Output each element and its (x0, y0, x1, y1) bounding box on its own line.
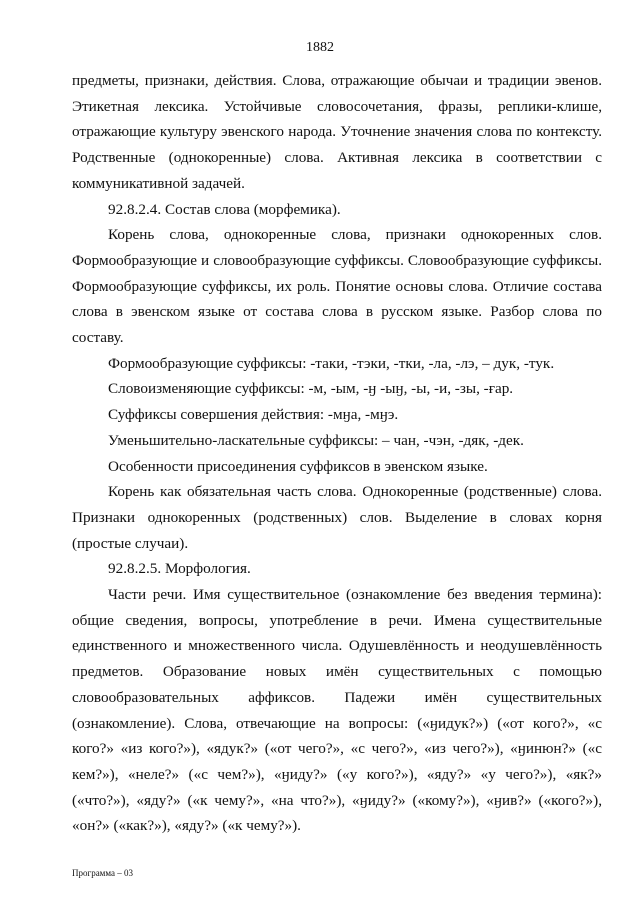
paragraph-form-suffixes: Формообразующие суффиксы: -таки, -тэки, -тки, -ла, -лэ, – дук, -тук. (108, 354, 555, 372)
body-text (72, 68, 602, 839)
paragraph-diminutive-suffixes: Уменьшительно-ласкательные суффиксы: – чан, -чэн, -дяк, -дек. (108, 431, 524, 449)
page-footer: Программа – 03 (72, 868, 134, 878)
paragraph-parts-of-speech: Части речи. Имя существительное (ознакомление без введения термина): общие сведения, вопросы, употребление в речи. Имена существительные единственного и множественного числа. Одушевлённость и неодушевлённость предметов. Образование новых имён существительных с помощью словообразовательных аффиксов. Падежи имён существительных (ознакомление). Слова, отвечающие на вопросы: («ӈидук?») («от кого?», «с кого?» «из кого?»), «ядук?» («от чего?», «с чего?», «из чего?»), «ӈинюн?» («с кем?»), «неле?» («с чем?»), «ӈиду?» («у кого?»), «яду?» «у чего?»), «як?» («что?»), «яду?» («к чему?», «на что?»), «ӈиду?» («кому?»), «ӈив?» («кого?»), «он?» («как?»), «яду?» («к чему?»). (72, 586, 602, 835)
paragraph-action-suffixes: Суффиксы совершения действия: -мӈа, -мӈэ. (108, 406, 399, 424)
paragraph-lexicon-continuation: предметы, признаки, действия. Слова, отражающие обычаи и традиции эвенов. Этикетная лексика. Устойчивые словосочетания, фразы, реплики-клише, отражающие культуру эвенского народа. Уточнение значения слова по контексту. Родственные (однокоренные) слова. Активная лексика в соответствии с коммуникативной задачей. (72, 72, 602, 192)
section-heading-morphology: 92.8.2.5. Морфология. (108, 560, 251, 578)
paragraph-inflection-suffixes: Словоизменяющие суффиксы: -м, -ым, -ӈ -ыӈ, -ы, -и, -зы, -ғар. (108, 380, 514, 398)
page-number: 1882 (306, 40, 334, 55)
paragraph-word-root: Корень слова, однокоренные слова, признаки однокоренных слов. Формообразующие и словообразующие суффиксы. Словообразующие суффиксы. Формообразующие суффиксы, их роль. Понятие основы слова. Отличие состава слова в эвенском языке от состава слова в русском языке. Разбор слова по составу. (72, 226, 602, 347)
section-heading-morphemics: 92.8.2.4. Состав слова (морфемика). (108, 200, 341, 218)
paragraph-root-required: Корень как обязательная часть слова. Однокоренные (родственные) слова. Признаки однокоренных (родственных) слов. Выделение в словах корня (простые случаи). (72, 483, 602, 552)
paragraph-suffix-features: Особенности присоединения суффиксов в эвенском языке. (108, 457, 488, 475)
